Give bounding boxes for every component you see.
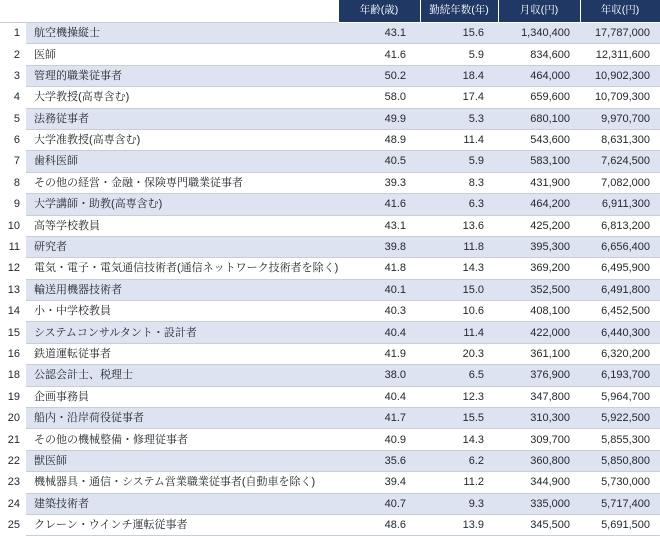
table-row	[0, 408, 660, 429]
row-occupation: 高等学校教員	[26, 215, 338, 236]
table-row	[0, 429, 660, 450]
row-age: 49.9	[338, 108, 420, 129]
row-age: 40.5	[338, 151, 420, 172]
row-annual-income: 6,656,400	[580, 236, 660, 257]
row-years: 17.4	[420, 87, 498, 108]
row-monthly-income: 408,100	[498, 301, 580, 322]
row-years: 6.3	[420, 194, 498, 215]
row-occupation: 船内・沿岸荷役従事者	[26, 408, 338, 429]
row-occupation: 鉄道運転従事者	[26, 343, 338, 364]
row-rank: 4	[13, 91, 20, 104]
table-row	[0, 87, 660, 108]
row-rank: 7	[0, 151, 26, 172]
row-occupation: 大学准教授(高専含む)	[26, 129, 338, 150]
row-monthly-income: 310,300	[498, 408, 580, 429]
row-rank: 1	[0, 23, 26, 44]
row-age: 58.0	[338, 87, 420, 108]
row-occupation: 獣医師	[26, 450, 338, 471]
row-monthly-income: 422,000	[498, 322, 580, 343]
table-row	[0, 129, 660, 150]
row-monthly-income: 431,900	[498, 172, 580, 193]
row-rank: 25	[7, 519, 20, 532]
row-annual-income: 5,730,000	[580, 472, 660, 493]
row-monthly-income: 659,600	[498, 87, 580, 108]
row-occupation: クレーン・ウインチ運転従事者	[26, 514, 338, 535]
table-row	[0, 215, 660, 236]
table-row	[0, 65, 660, 86]
row-years: 12.3	[420, 386, 498, 407]
row-monthly-income: 376,900	[498, 365, 580, 386]
row-rank: 14	[7, 305, 20, 318]
row-age: 40.1	[338, 279, 420, 300]
row-annual-income: 5,850,800	[580, 450, 660, 471]
row-annual-income: 6,193,700	[580, 365, 660, 386]
row-rank: 3	[0, 65, 26, 86]
row-years: 11.4	[420, 129, 498, 150]
row-rank: 16	[7, 348, 20, 360]
row-age: 41.6	[338, 44, 420, 65]
row-years: 15.6	[420, 23, 498, 44]
row-rank: 6	[13, 134, 20, 147]
row-age: 39.4	[338, 472, 420, 493]
row-age: 40.7	[338, 493, 420, 514]
row-age: 48.6	[338, 514, 420, 535]
row-occupation: 大学講師・助教(高専含む)	[26, 194, 338, 215]
column-header-monthly-income: 月収(円)	[498, 0, 580, 23]
row-monthly-income: 583,100	[498, 151, 580, 172]
row-rank: 12	[7, 262, 20, 275]
table-row	[0, 279, 660, 300]
row-years: 11.2	[420, 472, 498, 493]
table-row	[0, 258, 660, 279]
row-annual-income: 5,691,500	[580, 514, 660, 535]
table-row	[0, 236, 660, 257]
row-occupation: その他の経営・金融・保険専門職業従事者	[26, 172, 338, 193]
row-monthly-income: 834,600	[498, 44, 580, 65]
row-years: 11.4	[420, 322, 498, 343]
row-years: 20.3	[420, 343, 498, 364]
row-monthly-income: 345,500	[498, 514, 580, 535]
row-monthly-income: 347,800	[498, 386, 580, 407]
row-monthly-income: 543,600	[498, 129, 580, 150]
row-occupation: 研究者	[26, 236, 338, 257]
row-age: 38.0	[338, 365, 420, 386]
row-age: 40.9	[338, 429, 420, 450]
row-occupation: その他の機械整備・修理従事者	[26, 429, 338, 450]
row-monthly-income: 369,200	[498, 258, 580, 279]
row-rank: 20	[0, 408, 26, 429]
row-years: 5.3	[420, 108, 498, 129]
table-row	[0, 151, 660, 172]
column-header-rank	[0, 0, 26, 23]
row-years: 6.5	[420, 365, 498, 386]
row-annual-income: 7,082,000	[580, 172, 660, 193]
row-age: 43.1	[338, 23, 420, 44]
row-occupation: 歯科医師	[26, 151, 338, 172]
table-row	[0, 301, 660, 322]
column-header-annual-income: 年収(円)	[580, 0, 660, 23]
table-row	[0, 365, 660, 386]
row-years: 18.4	[420, 65, 498, 86]
row-monthly-income: 680,100	[498, 108, 580, 129]
row-age: 40.4	[338, 386, 420, 407]
row-annual-income: 17,787,000	[580, 23, 660, 44]
table-row	[0, 493, 660, 514]
row-annual-income: 9,970,700	[580, 108, 660, 129]
row-occupation: 医師	[26, 44, 338, 65]
row-annual-income: 12,311,600	[580, 44, 660, 65]
row-years: 15.0	[420, 279, 498, 300]
table-row	[0, 472, 660, 493]
row-annual-income: 6,495,900	[580, 258, 660, 279]
row-rank: 9	[0, 194, 26, 215]
row-years: 5.9	[420, 44, 498, 65]
row-years: 5.9	[420, 151, 498, 172]
table-row	[0, 194, 660, 215]
row-monthly-income: 464,000	[498, 65, 580, 86]
row-age: 43.1	[338, 215, 420, 236]
row-years: 9.3	[420, 493, 498, 514]
row-age: 48.9	[338, 129, 420, 150]
table-row	[0, 108, 660, 129]
row-occupation: 航空機操縦士	[26, 23, 338, 44]
row-annual-income: 6,320,200	[580, 343, 660, 364]
row-monthly-income: 395,300	[498, 236, 580, 257]
row-rank: 24	[0, 493, 26, 514]
row-age: 41.7	[338, 408, 420, 429]
table-row	[0, 343, 660, 364]
row-rank: 21	[7, 433, 20, 446]
row-annual-income: 6,440,300	[580, 322, 660, 343]
row-annual-income: 5,922,500	[580, 408, 660, 429]
row-occupation: 電気・電子・電気通信技術者(通信ネットワーク技術者を除く)	[26, 258, 338, 279]
row-occupation: 大学教授(高専含む)	[26, 87, 338, 108]
row-age: 40.3	[338, 301, 420, 322]
row-rank: 2	[13, 48, 20, 61]
row-occupation: 機械器具・通信・システム営業職業従事者(自動車を除く)	[26, 472, 338, 493]
row-occupation: 輸送用機器技術者	[26, 279, 338, 300]
row-occupation: 法務従事者	[26, 108, 338, 129]
row-monthly-income: 344,900	[498, 472, 580, 493]
row-occupation: システムコンサルタント・設計者	[26, 322, 338, 343]
row-years: 15.5	[420, 408, 498, 429]
row-years: 13.9	[420, 514, 498, 535]
table-row	[0, 450, 660, 471]
table-header	[0, 0, 660, 23]
row-annual-income: 10,709,300	[580, 87, 660, 108]
table-body	[0, 23, 660, 536]
row-rank: 22	[0, 450, 26, 471]
row-monthly-income: 425,200	[498, 215, 580, 236]
row-annual-income: 5,964,700	[580, 386, 660, 407]
row-rank: 10	[7, 219, 20, 232]
row-monthly-income: 361,100	[498, 343, 580, 364]
header-row	[0, 0, 660, 23]
row-age: 35.6	[338, 450, 420, 471]
row-years: 13.6	[420, 215, 498, 236]
row-years: 10.6	[420, 301, 498, 322]
table-row	[0, 322, 660, 343]
column-header-age: 年齢(歳)	[338, 0, 420, 23]
row-years: 6.2	[420, 450, 498, 471]
table-row	[0, 386, 660, 407]
row-age: 39.3	[338, 172, 420, 193]
row-monthly-income: 352,500	[498, 279, 580, 300]
row-rank: 8	[13, 176, 20, 189]
row-annual-income: 5,855,300	[580, 429, 660, 450]
row-occupation: 小・中学校教員	[26, 301, 338, 322]
row-annual-income: 10,902,300	[580, 65, 660, 86]
row-annual-income: 6,491,800	[580, 279, 660, 300]
row-monthly-income: 335,000	[498, 493, 580, 514]
row-occupation: 建築技術者	[26, 493, 338, 514]
row-rank: 13	[0, 279, 26, 300]
column-header-years: 勤続年数(年)	[420, 0, 498, 23]
row-rank: 19	[7, 390, 20, 403]
row-annual-income: 5,717,400	[580, 493, 660, 514]
row-occupation: 管理的職業従事者	[26, 65, 338, 86]
row-years: 14.3	[420, 258, 498, 279]
row-annual-income: 6,813,200	[580, 215, 660, 236]
row-monthly-income: 360,800	[498, 450, 580, 471]
row-years: 8.3	[420, 172, 498, 193]
row-age: 40.4	[338, 322, 420, 343]
row-rank: 18	[0, 365, 26, 386]
row-years: 14.3	[420, 429, 498, 450]
row-annual-income: 7,624,500	[580, 151, 660, 172]
table-row	[0, 23, 660, 44]
row-years: 11.8	[420, 236, 498, 257]
row-age: 41.6	[338, 194, 420, 215]
row-annual-income: 6,911,300	[580, 194, 660, 215]
row-age: 41.8	[338, 258, 420, 279]
row-age: 39.8	[338, 236, 420, 257]
row-occupation: 企画事務員	[26, 386, 338, 407]
table-row	[0, 172, 660, 193]
table-row	[0, 44, 660, 65]
row-monthly-income: 309,700	[498, 429, 580, 450]
row-annual-income: 8,631,300	[580, 129, 660, 150]
row-rank: 11	[0, 236, 26, 257]
row-monthly-income: 1,340,400	[498, 23, 580, 44]
row-age: 41.9	[338, 343, 420, 364]
row-annual-income: 6,452,500	[580, 301, 660, 322]
row-age: 50.2	[338, 65, 420, 86]
row-rank: 23	[7, 476, 20, 489]
table-row	[0, 514, 660, 535]
row-occupation: 公認会計士、税理士	[26, 365, 338, 386]
row-rank: 15	[0, 322, 26, 343]
row-rank: 5	[0, 108, 26, 129]
column-header-occupation	[26, 0, 338, 23]
row-monthly-income: 464,200	[498, 194, 580, 215]
